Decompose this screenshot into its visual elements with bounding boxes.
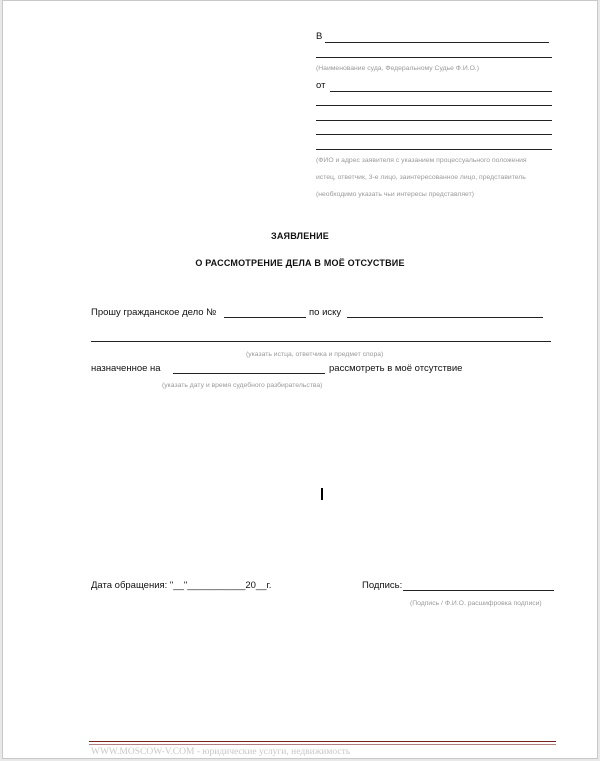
- document-subtitle: О РАССМОТРЕНИЕ ДЕЛА В МОЁ ОТСУСТВИЕ: [195, 258, 405, 268]
- footer-rule-secondary: [89, 744, 556, 745]
- claim-line[interactable]: [347, 317, 543, 318]
- by-claim-text: по иску: [309, 307, 342, 318]
- to-label: В: [316, 31, 323, 42]
- case-number-line[interactable]: [224, 317, 306, 318]
- date-label: Дата обращения: "__"___________20__г.: [91, 580, 272, 591]
- text-cursor: [321, 488, 323, 500]
- court-line-1[interactable]: [325, 42, 549, 43]
- footer-rule: [89, 741, 556, 742]
- hearing-date-line[interactable]: [173, 373, 325, 374]
- scheduled-on-text: назначенное на: [91, 363, 161, 374]
- sign-label: Подпись:: [362, 580, 403, 591]
- from-label: от: [316, 80, 326, 91]
- request-text: Прошу гражданское дело №: [91, 307, 217, 318]
- court-line-2[interactable]: [316, 57, 552, 58]
- sign-hint: (Подпись / Ф.И.О. расшифровка подписи): [410, 600, 542, 607]
- footer-watermark[interactable]: WWW.MOSCOW-V.COM - юридические услуги, недвижимость: [91, 747, 351, 757]
- applicant-line-5[interactable]: [316, 149, 552, 150]
- document-title: ЗАЯВЛЕНИЕ: [271, 231, 329, 241]
- applicant-line-2[interactable]: [316, 105, 552, 106]
- applicant-line-4[interactable]: [316, 134, 552, 135]
- document-page: [2, 0, 598, 759]
- applicant-line-1[interactable]: [330, 91, 552, 92]
- applicant-hint-2: истец, ответчик, 3-е лицо, заинтересованное лицо, представитель: [316, 174, 526, 181]
- parties-hint: (указать истца, ответчика и предмет спора): [246, 351, 384, 358]
- applicant-line-3[interactable]: [316, 120, 552, 121]
- court-hint: (Наименование суда, Федеральному Судье Ф.И.О.): [316, 65, 480, 72]
- date-hint: (указать дату и время судебного разбирательства): [162, 382, 323, 389]
- parties-line[interactable]: [91, 341, 551, 342]
- consider-absence-text: рассмотреть в моё отсутствие: [329, 363, 463, 374]
- sign-line[interactable]: [403, 590, 554, 591]
- applicant-hint-1: (ФИО и адрес заявителя с указанием процессуального положения: [316, 157, 527, 164]
- applicant-hint-3: (необходимо указать чьи интересы представляет): [316, 191, 474, 198]
